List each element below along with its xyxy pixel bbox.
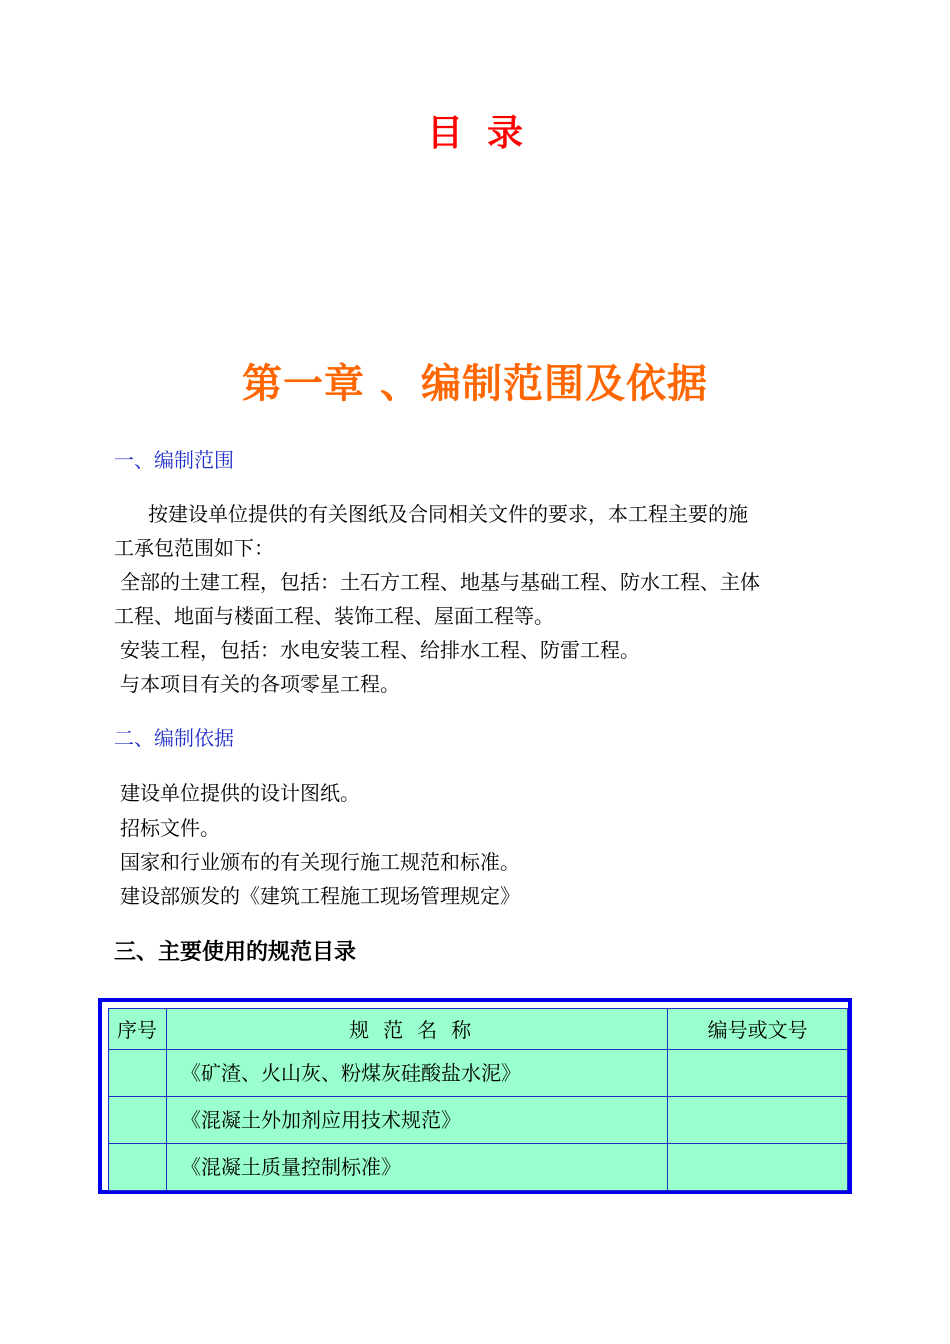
scope-paragraph-line-1: 按建设单位提供的有关图纸及合同相关文件的要求，本工程主要的施 <box>148 502 748 526</box>
scope-paragraph-line-5: 安装工程，包括：水电安装工程、给排水工程、防雷工程。 <box>120 638 640 662</box>
chapter-title: 第一章 、编制范围及依据 <box>242 360 708 407</box>
row-code <box>668 1144 848 1191</box>
standards-table-frame <box>98 998 852 1194</box>
row-no <box>109 1144 167 1191</box>
table-row <box>109 1144 848 1191</box>
scope-paragraph-line-4: 工程、地面与楼面工程、装饰工程、屋面工程等。 <box>114 604 554 628</box>
scope-paragraph-line-6: 与本项目有关的各项零星工程。 <box>120 672 400 696</box>
basis-item-4: 建设部颁发的《建筑工程施工现场管理规定》 <box>120 884 520 908</box>
section-heading-basis: 二、编制依据 <box>114 726 234 750</box>
standards-table <box>108 1008 848 1191</box>
table-row <box>109 1050 848 1097</box>
row-no <box>109 1050 167 1097</box>
row-code <box>668 1097 848 1144</box>
row-no <box>109 1097 167 1144</box>
row-code <box>668 1050 848 1097</box>
row-name: 《矿渣、火山灰、粉煤灰硅酸盐水泥》 <box>166 1050 667 1097</box>
table-row <box>109 1097 848 1144</box>
scope-paragraph-line-3: 全部的土建工程，包括：土石方工程、地基与基础工程、防水工程、主体 <box>120 570 760 594</box>
basis-item-2: 招标文件。 <box>120 816 220 840</box>
header-name: 规范名称 <box>166 1009 667 1050</box>
row-name: 《混凝土外加剂应用技术规范》 <box>166 1097 667 1144</box>
scope-paragraph-line-2: 工承包范围如下： <box>114 536 274 560</box>
row-name: 《混凝土质量控制标准》 <box>166 1144 667 1191</box>
header-code: 编号或文号 <box>668 1009 848 1050</box>
basis-item-3: 国家和行业颁布的有关现行施工规范和标准。 <box>120 850 520 874</box>
section-heading-standards: 三、主要使用的规范目录 <box>114 940 357 965</box>
basis-item-1: 建设单位提供的设计图纸。 <box>120 781 360 805</box>
toc-title: 目录 <box>426 112 547 154</box>
header-no: 序号 <box>109 1009 167 1050</box>
table-header-row <box>109 1009 848 1050</box>
section-heading-scope: 一、编制范围 <box>114 448 234 472</box>
